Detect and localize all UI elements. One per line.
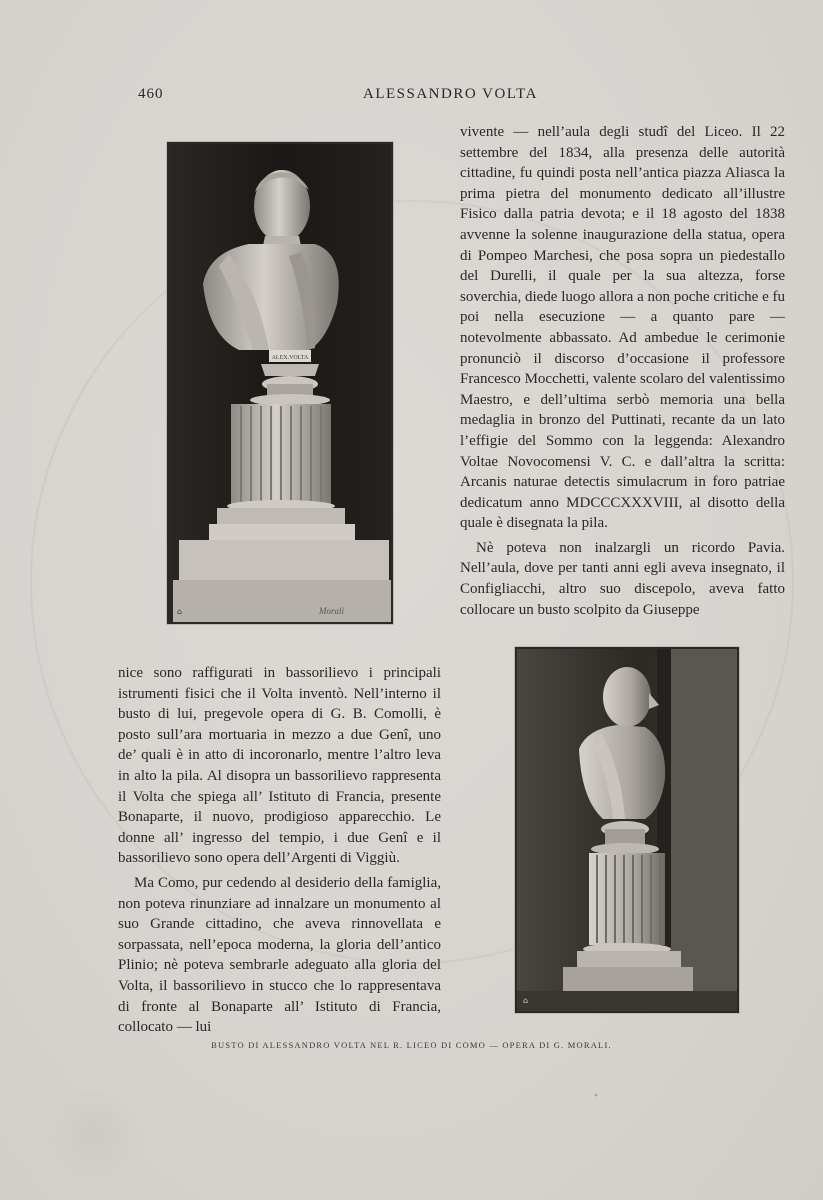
bust-plaque-text: ALEX.VOLTA <box>271 355 309 361</box>
paragraph: Nè poteva non inalzargli un ricordo Pavia. Nell’aula, dove per tanti anni egli aveva insegnato, il Configliacchi, altro suo discepolo, aveva fatto collocare un busto scolpito da Giuseppe <box>460 539 785 618</box>
bust-side-image <box>517 649 737 1011</box>
text-column-right <box>460 122 785 620</box>
text-column-left <box>118 663 441 1038</box>
photo-bust-side <box>515 647 739 1013</box>
running-title: ALESSANDRO VOLTA <box>363 86 538 102</box>
sculptor-signature: Morali <box>319 606 345 616</box>
paragraph: nice sono raffigurati in bassorilievo i principali istrumenti fisici che il Volta inventò. Nell’interno il busto di lui, pregevole opera di G. B. Comolli, è posto sull’ara mortuaria in mezzo a due Genî, uno de’ quali è in atto di incoronarlo, mentre l’altro leva in alto la pila. Al disopra un bassorilievo rappresenta il Volta che spiega all’ Istituto di Francia, presente Bonaparte, il nuovo, prodigioso apparecchio. Le donne all’ ingresso del tempio, i due Genî e il bassorilievo sono opera dell’Argenti di Viggiù. <box>118 665 441 867</box>
paragraph: vivente — nell’aula degli studî del Liceo. Il 22 settembre del 1834, alla presenza delle autorità cittadine, fu quindi posta nell’antica piazza Aliasca la prima pietra del monumento dedicato all’illustre Fisico dalla patria devota; e il 18 agosto del 1838 avvenne la solenne inaugurazione della statua, opera di Pompeo Marchesi, che posa sopra un piedestallo del Durelli, il quale per la sua altezza, forse soverchia, diede luogo allora a non poche critiche e fu poi nella esecuzione — a quanto pare — notevolmente abbassato. Ad ambedue le cerimonie pronunciò il discorso d’occasione il professore Francesco Mocchetti, valente scolaro del valentissimo Maestro, e dell’ultima serbò memoria una bella medaglia in bronzo del Puttinati, recante da un lato l’effigie del Sommo con la leggenda: Alexandro Voltae Novocomensi V. C. e dall’altra la scritta: Arcanis naturae detectis simulacrum in foro patriae dedicatum anno MDCCCXXXVIII, al disotto della quale è disegnata la pila. <box>460 124 785 532</box>
paragraph: Ma Como, pur cedendo al desiderio della famiglia, non poteva rinunziare ad innalzare un monumento al suo Grande cittadino, che aveva rinnovellata e sorpassata, nell’epoca moderna, la gloria dell’antico Plinio; nè poteva sembrarle adeguato alla gloria del Volta, il bassorilievo in stucco che lo rappresentava di fronte al Bonaparte all’ Istituto di Francia, collocato — lui <box>118 874 441 1036</box>
photo-corner-mark: ⌂ <box>177 607 183 616</box>
photo-corner-mark: ⌂ <box>523 996 529 1005</box>
bust-front-image <box>169 144 391 622</box>
photo-bust-front <box>167 142 393 624</box>
page-header <box>138 86 678 108</box>
page-number: 460 <box>138 86 164 102</box>
footer-mark: * <box>594 1092 598 1101</box>
paper-stain <box>40 1090 150 1180</box>
figure-caption: BUSTO DI ALESSANDRO VOLTA NEL R. LICEO DI COMO — OPERA DI G. MORALI. <box>211 1040 612 1050</box>
